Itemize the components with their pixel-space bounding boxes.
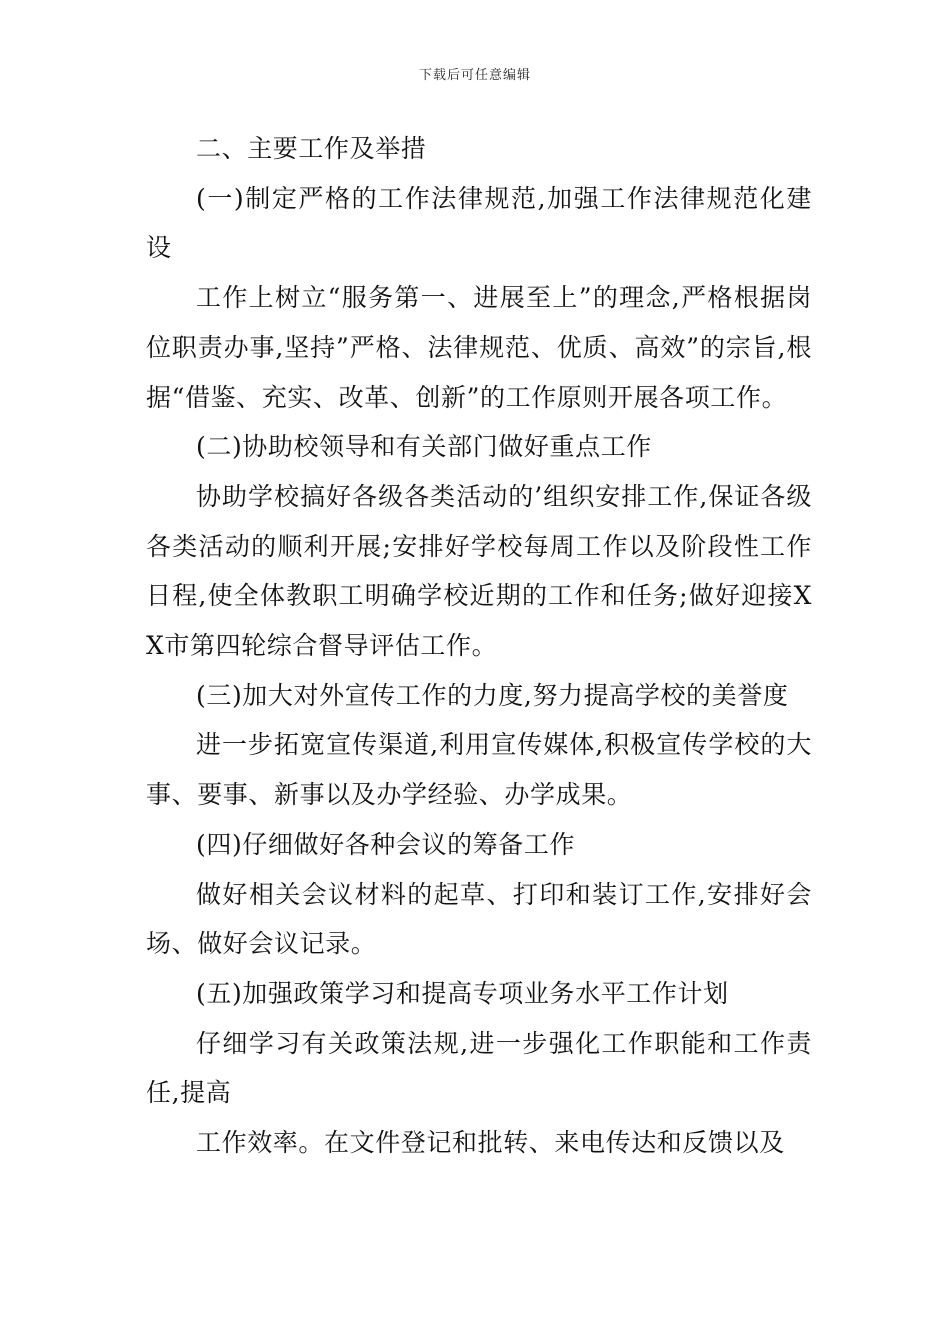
subsection-heading: (三)加大对外宣传工作的力度,努力提高学校的美誉度 [196, 680, 789, 710]
document-body [146, 124, 812, 1168]
body-paragraph: 工作效率。在文件登记和批转、来电传达和反馈以及 [196, 1128, 785, 1158]
subsection-heading: (二)协助校领导和有关部门做好重点工作 [196, 432, 652, 462]
body-paragraph: 做好相关会议材料的起草、打印和装订工作,安排好会场、做好会议记录。 [146, 879, 812, 959]
page-header: 下载后可任意编辑 [418, 68, 531, 83]
subsection-heading: (五)加强政策学习和提高专项业务水平工作计划 [196, 978, 729, 1008]
body-paragraph: 工作上树立“服务第一、进展至上”的理念,严格根据岗位职责办事,坚持”严格、法律规范、优质、高效”的宗旨,根据“借鉴、充实、改革、创新”的工作原则开展各项工作。 [146, 283, 812, 412]
body-paragraph: 进一步拓宽宣传渠道,利用宣传媒体,积极宣传学校的大事、要事、新事以及办学经验、办学成果。 [146, 730, 812, 810]
body-paragraph: 仔细学习有关政策法规,进一步强化工作职能和工作责任,提高 [146, 1028, 812, 1108]
section-heading: 二、主要工作及举措 [196, 134, 427, 163]
body-paragraph: 协助学校搞好各级各类活动的’组织安排工作,保证各级各类活动的顺利开展;安排好学校每周工作以及阶段性工作日程,使全体教职工明确学校近期的工作和任务;做好迎接XX市第四轮综合督导评估工作。 [146, 481, 812, 661]
subsection-heading: (一)制定严格的工作法律规范,加强工作法律规范化建设 [146, 183, 812, 263]
subsection-heading: (四)仔细做好各种会议的筹备工作 [196, 829, 576, 859]
